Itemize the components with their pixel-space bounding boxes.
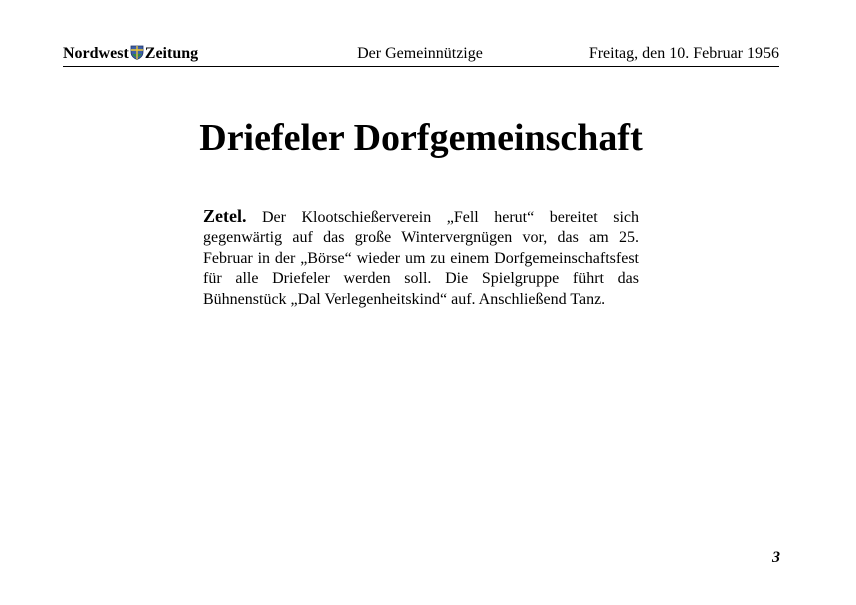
article-place: Zetel. xyxy=(203,206,247,226)
article-headline: Driefeler Dorfgemeinschaft xyxy=(199,117,643,159)
issue-date: Freitag, den 10. Februar 1956 xyxy=(588,45,779,62)
article-body xyxy=(203,206,639,310)
article-text: Der Klootschießerverein „Fell herut“ bereitet sich gegenwärtig auf das große Wintervergnügen vor, das am 25. Februar in der „Börse“ wieder um zu einem Dorfgemeinschaftsfest für alle Driefeler werden soll. Die Spielgruppe führt das Bühnenstück „Dal Verlegenheitskind“ auf. Anschließend Tanz. xyxy=(203,209,639,308)
section-title: Der Gemeinnützige xyxy=(357,45,483,62)
page-number: 3 xyxy=(772,549,780,566)
coat-of-arms-icon xyxy=(130,45,144,60)
masthead-right: Zeitung xyxy=(144,45,199,62)
newspaper-header xyxy=(63,44,779,67)
newspaper-masthead xyxy=(63,44,198,64)
masthead-left: Nordwest xyxy=(63,45,129,62)
